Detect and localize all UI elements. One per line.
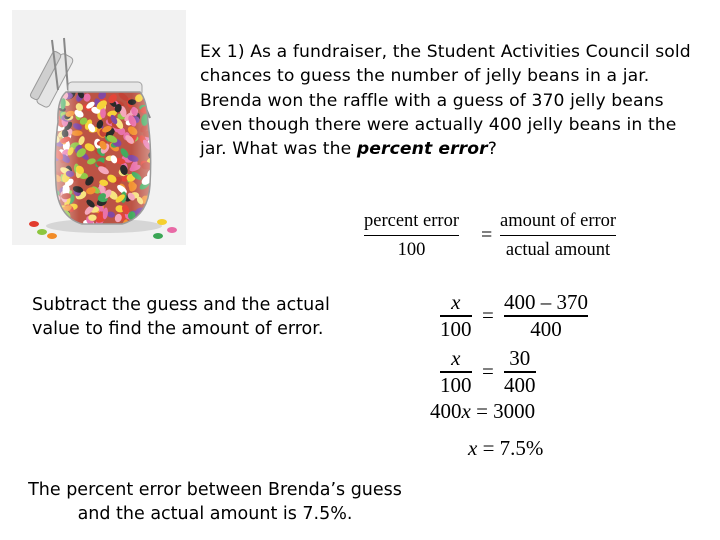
- problem-text-part1: Ex 1) As a fundraiser, the Student Activities Council sold chances to guess the number of jelly beans in a jar. Brenda won the raffle with a guess of 370 jelly beans even though there were actually 400 jelly beans in the jar. What was the: [200, 42, 691, 160]
- problem-statement: [200, 40, 700, 161]
- problem-emphasis-percent-error: percent error: [356, 139, 488, 160]
- step4-rest: = 7.5%: [477, 436, 544, 460]
- step1-right-numerator: 400 – 370: [504, 290, 588, 314]
- formula-left-numerator: percent error: [364, 211, 460, 231]
- subtract-note: Subtract the guess and the actual value to find the amount of error.: [32, 295, 330, 339]
- step1-left-fraction: [440, 292, 472, 340]
- jelly-bean-jar-image: [12, 10, 186, 245]
- formula-right-numerator: amount of error: [500, 211, 617, 231]
- formula-right-denominator: actual amount: [505, 240, 611, 260]
- step3-variable: x: [461, 399, 471, 423]
- step3-coefficient: 400: [430, 399, 462, 423]
- step3-rest: = 3000: [470, 399, 536, 423]
- problem-text-part2: ?: [487, 139, 497, 160]
- formula-right-fraction: [500, 212, 616, 260]
- step3-equation: [430, 401, 535, 422]
- formula-left-denominator: 100: [397, 240, 426, 260]
- step1-right-denominator: 400: [530, 316, 562, 341]
- step1-equals: =: [482, 303, 494, 327]
- formula-left-fraction: [364, 212, 459, 260]
- step2-left-denominator: 100: [440, 372, 472, 397]
- step2-right-denominator: 400: [504, 372, 536, 397]
- step4-equation: [468, 438, 543, 459]
- step1-left-numerator: x: [451, 290, 461, 314]
- step1-left-denominator: 100: [440, 316, 472, 341]
- step4-variable: x: [468, 436, 478, 460]
- step2-right-fraction: [504, 348, 536, 396]
- step2-right-numerator: 30: [509, 346, 531, 370]
- fraction-bar: [500, 235, 616, 237]
- step1-right-fraction: [504, 292, 588, 340]
- step2-left-numerator: x: [451, 346, 461, 370]
- step2-left-fraction: [440, 348, 472, 396]
- fraction-bar: [364, 235, 459, 237]
- formula-equals: =: [481, 224, 493, 246]
- step2-equals: =: [482, 359, 494, 383]
- conclusion-text: The percent error between Brenda’s guess and the actual amount is 7.5%.: [28, 480, 402, 524]
